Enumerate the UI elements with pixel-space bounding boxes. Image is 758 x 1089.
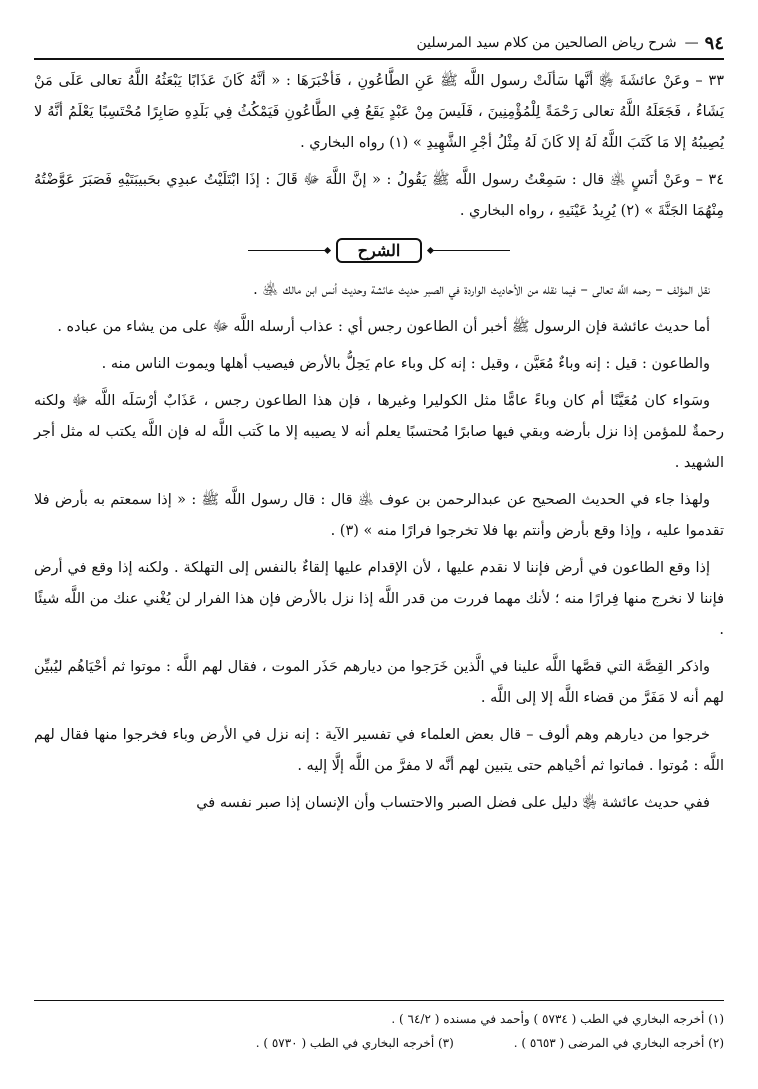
commentary-paragraph: واذكر القِصَّة التي قصَّها اللَّه علينا في الَّذين خَرَجوا من ديارهم حَذَر الموت ، فقال لهم اللَّه : موتوا ثم أحْيَاهُم ليُبيِّن لهم أنه لا مَفَرَّ من قضاء اللَّه إلا إلى اللَّه . [34,659,724,706]
commentary-paragraph: وسَواء كان مُعَيَّنًا أم كان وباءً عامًّا مثل الكوليرا وغيرها ، فإن هذا الطاعون رجس ، عَذَابٌ أرْسَلَه اللَّه ﷻ ولكنه رحمةٌ للمؤمن إذا نزل بأرضه وبقي فيها صابرًا مُحتسبًا يعلم أنه لا يصيبه إلا ما كَتب اللَّه له فإن اللَّه يكتب له مثل أجر الشهيد . [34,393,724,471]
commentary-paragraph: والطاعون : قيل : إنه وباءٌ مُعَيَّن ، وقيل : إنه كل وباء عام يَحِلُّ بالأرض فيصيب أهلها ويموت الناس منه . [101,356,710,372]
footnote-row [34,1031,724,1055]
header-dash: — [684,35,699,51]
commentary-paragraph: إذا وقع الطاعون في أرض فإننا لا نقدم عليها ، لأن الإقدام عليها إلقاءٌ بالنفس إلى التهلكة . ولكنه إذا وقع في أرض فإننا لا نخرج منها فِرارًا منه ؛ لأنك مهما فررت من قدر اللَّه إذا نزل بالأرض فإن هذا الفرار لن يُغْني عنك من اللَّه شيئًا . [34,560,724,638]
page-number: ٩٤ [704,32,724,54]
page-header [34,28,724,60]
commentary-paragraph: ففي حديث عائشة ﵂ دليل على فضل الصبر والاحتساب وأن الإنسان إذا صبر نفسه في [196,795,710,811]
commentary-paragraph: ولهذا جاء في الحديث الصحيح عن عبدالرحمن بن عوف ﵁ قال : قال رسول اللَّه ﷺ : « إذا سمعتم به بأرض فلا تقدموا عليه ، وإذا وقع بأرض وأنتم بها فلا تخرجوا فرارًا منه » (٣) . [34,492,724,539]
running-title: شرح رياض الصالحين من كلام سيد المرسلين [416,35,677,51]
sharh-heading-ornament [34,235,724,265]
ornament-line-right [430,250,510,251]
footnote-row [34,1007,724,1031]
page-body [34,66,724,825]
footnote-2: (٢) أخرجه البخاري في المرضى ( ٥٦٥٣ ) . [513,1036,724,1050]
footnotes [34,1000,724,1055]
footnote-3: (٣) أخرجه البخاري في الطب ( ٥٧٣٠ ) . [255,1036,454,1050]
footnote-1: (١) أخرجه البخاري في الطب ( ٥٧٣٤ ) وأحمد في مسنده ( ٦٤/٢ ) . [391,1012,724,1026]
commentary-paragraph: خرجوا من ديارهم وهم ألوف – قال بعض العلماء في تفسير الآية : إنه نزل في الأرض وباء فخرجوا منها فقال لهم اللَّه : مُوتوا . فماتوا ثم أحْياهم حتى يتبين لهم أنَّه لا مفرَّ من اللَّه إلَّا إليه . [34,727,724,774]
hadith-33: ٣٣ – وعَنْ عائشَةَ ﵂ أنَّها سَألَتْ رسول اللَّه ﷺ عَنِ الطَّاعُونِ ، فَأخْبَرَهَا : « أنَّهُ كَانَ عَذَابًا يَبْعَثُهُ اللَّهُ تعالى عَلَى مَنْ يَشَاءُ ، فَجَعَلَهُ اللَّهُ تعالى رَحْمَةً لِلْمُؤْمِنِينَ ، فَلَيسَ مِنْ عَبْدٍ يَقَعُ فِي الطَّاعُونِ فَيَمْكُثُ فِي بَلَدِهِ صَابِرًا مُحْتَسِبًا يَعْلَمُ أنَّهُ لا يُصِيبُهُ إلا مَا كَتَبَ اللَّهُ لَهُ إلا كَانَ لَهُ مِثْلُ أجْرِ الشَّهِيدِ » (١) رواه البخاري . [34,73,724,151]
ornament-line-left [248,250,328,251]
sharh-heading: الشرح [336,238,423,263]
hadith-34: ٣٤ – وعَنْ أنَسٍ ﵁ قال : سَمِعْتُ رسول اللَّه ﷺ يَقُولُ : « إنَّ اللَّهَ ﷻ قَالَ : إذَا ابْتَلَيْتُ عبدِي بحَبيبَتَيْهِ فَصَبَرَ عَوَّضْتُهُ مِنْهُمَا الجَنَّةَ » (٢) يُرِيدُ عَيْنَيهِ ، رواه البخاري . [34,172,724,219]
commentary-paragraph: أما حديث عائشة فإن الرسول ﷺ أخبر أن الطاعون رجس أي : عذاب أرسله اللَّه ﷻ على من يشاء من عباده . [57,319,710,335]
commentary-paragraph: نقل المؤلف – رحمه اللَّه تعالى – فيما نقله من الأحاديث الواردة في الصبر حديث عائشة وحديث أنس ابن مالك ﵁ . [253,282,710,298]
